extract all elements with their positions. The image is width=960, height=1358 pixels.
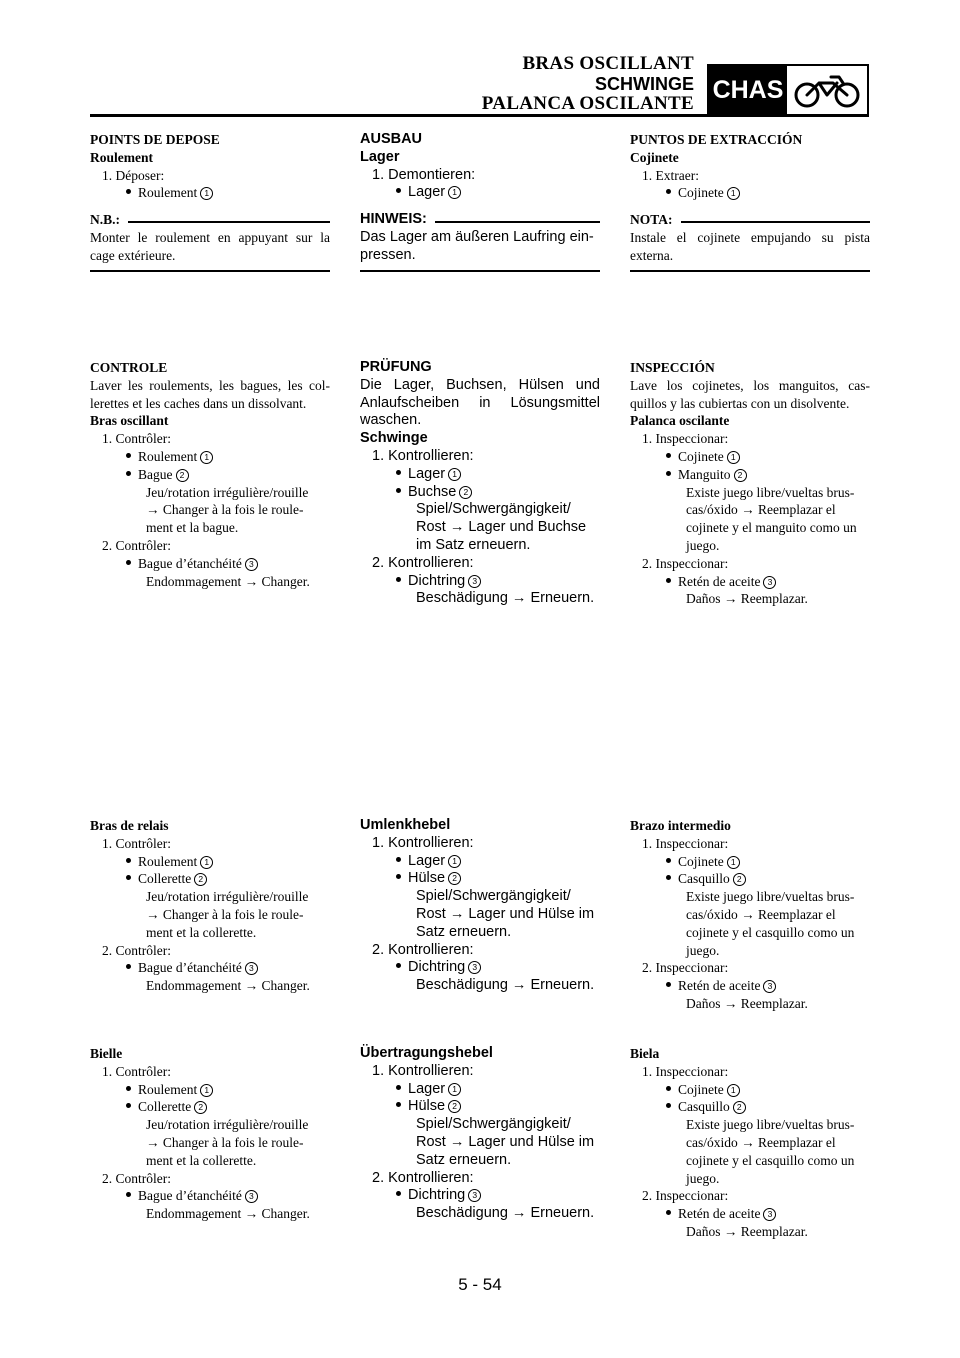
callout-3-icon: 3 xyxy=(245,558,258,571)
es-item: Casquillo 2 xyxy=(630,1098,870,1116)
fr-desc: ment et la collerette. xyxy=(146,924,257,940)
fr-item: Roulement 1 xyxy=(90,853,330,871)
callout-1-icon: 1 xyxy=(727,1084,740,1097)
callout-1-icon: 1 xyxy=(727,856,740,869)
de-desc: Beschädigung → Erneuern. xyxy=(416,1205,595,1222)
section-title-block xyxy=(482,54,694,114)
bullet-icon xyxy=(126,1192,131,1197)
fr-desc: ment et la bague. xyxy=(146,520,239,536)
callout-2-icon: 2 xyxy=(448,1100,461,1113)
de-item: Hülse 2 xyxy=(360,870,600,888)
de-item: Lager 1 xyxy=(360,853,600,871)
es-desc: Daños → Reemplazar. xyxy=(686,591,808,607)
de-step: 2. Kontrollieren: xyxy=(372,1169,474,1186)
es-desc: cojinete y el casquillo como un xyxy=(686,1152,855,1168)
de-item: Buchse 2 xyxy=(360,484,600,502)
fr-removal-title: POINTS DE DEPOSE xyxy=(90,132,220,147)
fr-relay-section xyxy=(90,817,330,995)
callout-3-icon: 3 xyxy=(468,1189,481,1202)
fr-check-intro: Laver les roulements, les bagues, les col-lerettes et les caches dans un dissolvant. xyxy=(90,377,330,411)
es-removal-sub: Cojinete xyxy=(630,149,679,165)
callout-1-icon: 1 xyxy=(727,451,740,464)
es-removal-section xyxy=(630,131,870,272)
de-desc: Beschädigung → Erneuern. xyxy=(416,977,595,994)
es-rod-section xyxy=(630,1045,870,1241)
de-note-rule xyxy=(360,270,600,272)
de-item: Dichtring 3 xyxy=(360,573,600,591)
bullet-icon xyxy=(396,963,401,968)
de-relay-section xyxy=(360,817,600,995)
bullet-icon xyxy=(396,857,401,862)
bullet-icon xyxy=(126,858,131,863)
fr-desc: Endommagement → Changer. xyxy=(146,978,310,994)
fr-removal-sub: Roulement xyxy=(90,149,153,165)
fr-note-rule xyxy=(90,270,330,272)
de-step: 2. Kontrollieren: xyxy=(372,554,474,571)
fr-step: 1. Contrôler: xyxy=(102,1063,171,1079)
bullet-icon xyxy=(396,577,401,582)
es-step: 1. Inspeccionar: xyxy=(642,431,729,447)
de-item: Lager 1 xyxy=(360,1081,600,1099)
es-removal-item: Cojinete 1 xyxy=(630,184,870,202)
fr-item: Roulement 1 xyxy=(90,448,330,466)
fr-check-title: CONTROLE xyxy=(90,360,168,375)
bullet-icon xyxy=(666,982,671,987)
es-note-rule xyxy=(630,270,870,272)
bullet-icon xyxy=(396,1085,401,1090)
callout-3-icon: 3 xyxy=(763,1208,776,1221)
de-removal-sub: Lager xyxy=(360,148,400,165)
es-item: Casquillo 2 xyxy=(630,870,870,888)
de-desc: Spiel/Schwergängigkeit/ xyxy=(416,1116,571,1133)
callout-1-icon: 1 xyxy=(200,1084,213,1097)
es-desc: cas/óxido → Reemplazar el xyxy=(686,502,836,518)
es-desc: juego. xyxy=(686,942,720,958)
de-removal-section xyxy=(360,131,600,272)
es-removal-step: 1. Extraer: xyxy=(642,167,699,183)
bullet-icon xyxy=(666,189,671,194)
fr-removal-section xyxy=(90,131,330,272)
es-desc: cas/óxido → Reemplazar el xyxy=(686,906,836,922)
callout-3-icon: 3 xyxy=(763,980,776,993)
motorcycle-icon xyxy=(787,66,867,114)
fr-item: Bague d’étanchéité 3 xyxy=(90,1187,330,1205)
es-item: Retén de aceite 3 xyxy=(630,1205,870,1223)
callout-1-icon: 1 xyxy=(448,1083,461,1096)
callout-3-icon: 3 xyxy=(245,1190,258,1203)
callout-1-icon: 1 xyxy=(200,187,213,200)
title-spanish: PALANCA OSCILANTE xyxy=(481,93,694,114)
fr-desc: → Changer à la fois le roule- xyxy=(146,906,304,922)
de-item: Hülse 2 xyxy=(360,1098,600,1116)
de-desc: Rost → Lager und Hülse im xyxy=(416,1133,595,1150)
bullet-icon xyxy=(396,470,401,475)
de-check-section xyxy=(360,359,600,608)
de-desc: Satz erneuern. xyxy=(416,923,512,940)
es-item: Cojinete 1 xyxy=(630,1081,870,1099)
fr-check-sub: Bras oscillant xyxy=(90,413,169,429)
es-desc: cas/óxido → Reemplazar el xyxy=(686,1134,836,1150)
title-french: BRAS OSCILLANT xyxy=(522,53,694,74)
es-note-header: NOTA: xyxy=(630,211,870,229)
es-relay-section xyxy=(630,817,870,1013)
de-check-title: PRÜFUNG xyxy=(360,359,432,375)
bullet-icon xyxy=(666,858,671,863)
bullet-icon xyxy=(396,1191,401,1196)
title-german: SCHWINGE xyxy=(595,74,694,94)
de-step: 1. Kontrollieren: xyxy=(372,834,474,851)
de-item: Dichtring 3 xyxy=(360,959,600,977)
de-desc: Rost → Lager und Buchse xyxy=(416,519,587,536)
bullet-icon xyxy=(126,453,131,458)
es-item: Retén de aceite 3 xyxy=(630,573,870,591)
fr-step: 1. Contrôler: xyxy=(102,835,171,851)
es-step: 1. Inspeccionar: xyxy=(642,835,729,851)
de-desc: Beschädigung → Erneuern. xyxy=(416,590,595,607)
bullet-icon xyxy=(126,1086,131,1091)
chapter-label: CHAS xyxy=(709,66,787,114)
de-removal-step: 1. Demontieren: xyxy=(372,166,476,183)
fr-desc: Endommagement → Changer. xyxy=(146,573,310,589)
callout-1-icon: 1 xyxy=(200,856,213,869)
es-step: 2. Inspeccionar: xyxy=(642,555,729,571)
es-item: Cojinete 1 xyxy=(630,448,870,466)
fr-note-text: Monter le roulement en appuyant sur la cage extérieure. xyxy=(90,229,330,263)
es-step: 2. Inspeccionar: xyxy=(642,1188,729,1204)
es-step: 2. Inspeccionar: xyxy=(642,960,729,976)
fr-item: Collerette 2 xyxy=(90,870,330,888)
fr-desc: → Changer à la fois le roule- xyxy=(146,1134,304,1150)
fr-item: Bague d’étanchéité 3 xyxy=(90,959,330,977)
fr-item: Roulement 1 xyxy=(90,1081,330,1099)
bullet-icon xyxy=(396,1102,401,1107)
callout-3-icon: 3 xyxy=(468,575,481,588)
de-step: 1. Kontrollieren: xyxy=(372,447,474,464)
es-desc: Existe juego libre/vueltas brus- xyxy=(686,484,855,500)
callout-3-icon: 3 xyxy=(763,576,776,589)
es-item: Retén de aceite 3 xyxy=(630,977,870,995)
de-removal-item: Lager 1 xyxy=(360,184,600,202)
es-check-sub: Palanca oscilante xyxy=(630,413,730,429)
fr-desc: Endommagement → Changer. xyxy=(146,1206,310,1222)
es-check-section xyxy=(630,359,870,608)
fr-step: 2. Contrôler: xyxy=(102,942,171,958)
es-desc: juego. xyxy=(686,1170,720,1186)
callout-1-icon: 1 xyxy=(200,451,213,464)
callout-2-icon: 2 xyxy=(448,872,461,885)
bullet-icon xyxy=(126,560,131,565)
bullet-icon xyxy=(396,188,401,193)
fr-step: 2. Contrôler: xyxy=(102,537,171,553)
bullet-icon xyxy=(666,875,671,880)
de-check-sub: Schwinge xyxy=(360,430,428,447)
fr-step: 2. Contrôler: xyxy=(102,1170,171,1186)
es-step: 1. Inspeccionar: xyxy=(642,1063,729,1079)
callout-2-icon: 2 xyxy=(734,469,747,482)
callout-2-icon: 2 xyxy=(733,873,746,886)
bullet-icon xyxy=(666,1210,671,1215)
fr-step: 1. Contrôler: xyxy=(102,431,171,447)
bullet-icon xyxy=(126,1103,131,1108)
callout-2-icon: 2 xyxy=(194,1101,207,1114)
de-relay-sub: Umlenkhebel xyxy=(360,817,451,833)
es-relay-sub: Brazo intermedio xyxy=(630,818,731,833)
de-check-intro: Die Lager, Buchsen, Hülsen und Anlaufscheiben in Lösungsmittel waschen. xyxy=(360,376,600,429)
fr-desc: Jeu/rotation irrégulière/rouille xyxy=(146,484,309,500)
fr-check-section xyxy=(90,359,330,590)
bullet-icon xyxy=(396,488,401,493)
callout-2-icon: 2 xyxy=(176,469,189,482)
fr-desc: Jeu/rotation irrégulière/rouille xyxy=(146,889,309,905)
es-item: Cojinete 1 xyxy=(630,853,870,871)
fr-desc: Jeu/rotation irrégulière/rouille xyxy=(146,1117,309,1133)
bullet-icon xyxy=(126,875,131,880)
es-desc: juego. xyxy=(686,537,720,553)
callout-3-icon: 3 xyxy=(245,962,258,975)
es-check-title: INSPECCIÓN xyxy=(630,360,715,375)
page-number: 5 - 54 xyxy=(458,1275,502,1294)
es-removal-title: PUNTOS DE EXTRACCIÓN xyxy=(630,132,803,147)
de-step: 1. Kontrollieren: xyxy=(372,1062,474,1079)
callout-1-icon: 1 xyxy=(448,468,461,481)
chapter-tab xyxy=(707,64,869,116)
es-desc: Existe juego libre/vueltas brus- xyxy=(686,889,855,905)
bullet-icon xyxy=(126,964,131,969)
bullet-icon xyxy=(396,874,401,879)
callout-1-icon: 1 xyxy=(727,187,740,200)
bullet-icon xyxy=(126,189,131,194)
es-desc: Daños → Reemplazar. xyxy=(686,1223,808,1239)
de-removal-title: AUSBAU xyxy=(360,131,423,147)
fr-desc: ment et la collerette. xyxy=(146,1152,257,1168)
es-desc: Existe juego libre/vueltas brus- xyxy=(686,1117,855,1133)
fr-item: Collerette 2 xyxy=(90,1098,330,1116)
bullet-icon xyxy=(126,471,131,476)
es-desc: Daños → Reemplazar. xyxy=(686,995,808,1011)
de-desc: Rost → Lager und Hülse im xyxy=(416,905,595,922)
es-desc: cojinete y el casquillo como un xyxy=(686,924,855,940)
de-note-text: Das Lager am äußeren Laufring ein-pressen. xyxy=(360,228,594,263)
fr-rod-section xyxy=(90,1045,330,1223)
fr-rod-sub: Bielle xyxy=(90,1046,123,1061)
fr-item: Bague 2 xyxy=(90,466,330,484)
fr-desc: → Changer à la fois le roule- xyxy=(146,502,304,518)
callout-2-icon: 2 xyxy=(733,1101,746,1114)
es-note-text: Instale el cojinete empujando su pista externa. xyxy=(630,229,870,263)
de-rod-section xyxy=(360,1045,600,1223)
de-note-header: HINWEIS: xyxy=(360,211,600,229)
es-item: Manguito 2 xyxy=(630,466,870,484)
es-desc: cojinete y el manguito como un xyxy=(686,520,857,536)
fr-relay-sub: Bras de relais xyxy=(90,818,169,833)
es-rod-sub: Biela xyxy=(630,1046,660,1061)
callout-2-icon: 2 xyxy=(194,873,207,886)
bullet-icon xyxy=(666,1103,671,1108)
fr-removal-item: Roulement 1 xyxy=(90,184,330,202)
de-item: Lager 1 xyxy=(360,466,600,484)
de-step: 2. Kontrollieren: xyxy=(372,941,474,958)
bullet-icon xyxy=(666,578,671,583)
callout-2-icon: 2 xyxy=(459,486,472,499)
de-desc: Satz erneuern. xyxy=(416,1151,512,1168)
de-item: Dichtring 3 xyxy=(360,1187,600,1205)
bullet-icon xyxy=(666,1086,671,1091)
de-desc: Spiel/Schwergängigkeit/ xyxy=(416,888,571,905)
callout-3-icon: 3 xyxy=(468,961,481,974)
fr-removal-step: 1. Déposer: xyxy=(102,167,165,183)
es-check-intro: Lave los cojinetes, los manguitos, cas-quillos y las cubiertas con un disolvente. xyxy=(630,377,870,411)
callout-1-icon: 1 xyxy=(448,186,461,199)
bullet-icon xyxy=(666,453,671,458)
de-rod-sub: Übertragungshebel xyxy=(360,1045,493,1061)
fr-item: Bague d’étanchéité 3 xyxy=(90,555,330,573)
de-desc: Spiel/Schwergängigkeit/ xyxy=(416,501,571,518)
callout-1-icon: 1 xyxy=(448,855,461,868)
bullet-icon xyxy=(666,471,671,476)
de-desc: im Satz erneuern. xyxy=(416,536,531,553)
fr-note-header: N.B.: xyxy=(90,211,330,229)
